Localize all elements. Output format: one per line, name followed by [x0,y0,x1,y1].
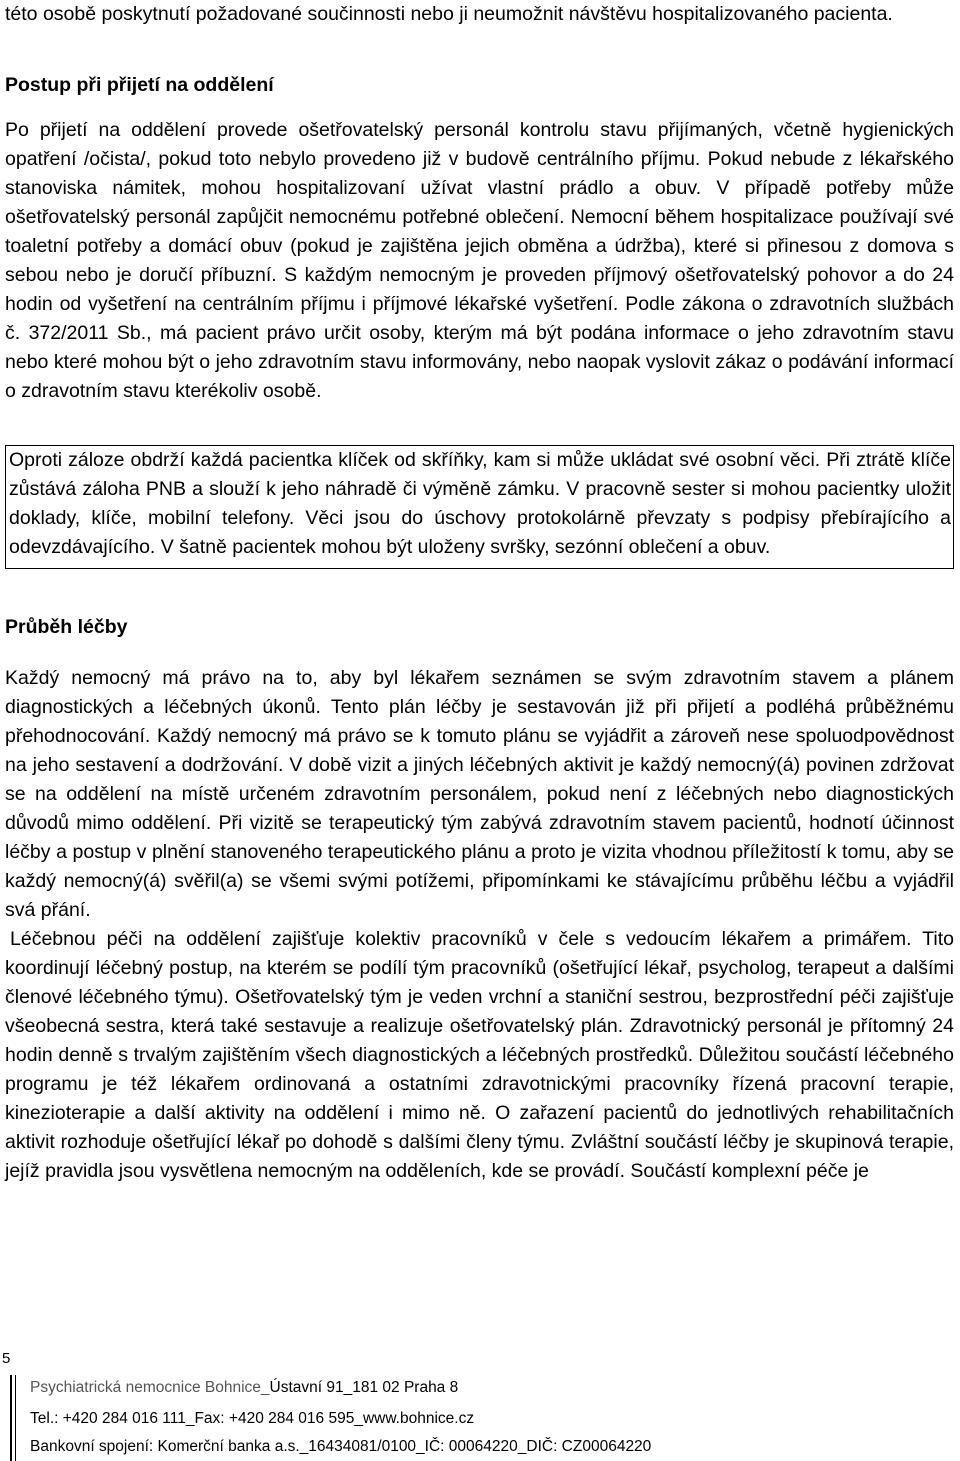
footer-bank-line: Bankovní spojení: Komerční banka a.s._16434081/0100_IČ: 00064220_DIČ: CZ00064220 [30,1438,652,1455]
footer-rule-thin [15,1375,16,1461]
footer-organization: Psychiatrická nemocnice Bohnice_ [30,1379,270,1396]
page-number: 5 [2,1350,11,1367]
treatment-paragraph-2: Léčebnou péči na oddělení zajišťuje kolektiv pracovníků v čele s vedoucím lékařem a primářem. Tito koordinují léčebný postup, na kterém se podílí tým pracovníků (ošetřující lékař, psycholog, terapeut a dalšími členové léčebného týmu). Ošetřovatelský tým je veden vrchní a staniční sestrou, bezprostřední péči zajišťuje všeobecná sestra, která také sestavuje a realizuje ošetřovatelský plán. Zdravotnický personál je přítomný 24 hodin denně s trvalým zajištěním všech diagnostických a léčebných prostředků. Důležitou součástí léčebného programu je též lékařem ordinovaná a ostatními zdravotnickými pracovníky řízená pracovní terapie, kinezioterapie a další aktivity na oddělení i mimo ně. O zařazení pacientů do jednotlivých rehabilitačních aktivit rozhoduje ošetřující lékař po dohodě s dalšími členy týmu. Zvláštní součástí léčby je skupinová terapie, jejíž pravidla jsou vysvětlena nemocným na odděleních, kde se provádí. Součástí komplexní péče je [5,928,954,1182]
section-heading-treatment: Průběh léčby [5,616,128,638]
footer-address: Ústavní 91_181 02 Praha 8 [269,1379,459,1396]
footer-rule [10,1375,12,1461]
footer-address-line [30,1379,458,1397]
section-heading-admission: Postup při přijetí na oddělení [5,74,274,96]
footer-contact-line: Tel.: +420 284 016 111_Fax: +420 284 016 595_www.bohnice.cz [30,1410,475,1427]
treatment-paragraph-1: Každý nemocný má právo na to, aby byl lékařem seznámen se svým zdravotním stavem a plánem diagnostických a léčebných úkonů. Tento plán léčby je sestavován již při přijetí a podléhá průběžnému přehodnocování. Každý nemocný má právo se k tomuto plánu se vyjádřit a zároveň nese spoluodpovědnost na jeho sestavení a dodržování. V době vizit a jiných léčebných aktivit je každý nemocný(á) povinen zdržovat se na oddělení na místě určeném zdravotním personálem, pokud není z léčebných nebo diagnostických důvodů mimo oddělení. Při vizitě se terapeutický tým zabývá zdravotním stavem pacientů, hodnotí účinnost léčby a postup v plnění stanoveného terapeutického plánu a proto je vizita vhodnou příležitostí k tomu, aby se každý nemocný(á) svěřil(a) se všemi svými potížemi, připomínkami ke stávajícímu průběhu léčbu a vyjádřil svá přání. [5,667,954,921]
intro-continuation-paragraph: této osobě poskytnutí požadované součinnosti nebo ji neumožnit návštěvu hospitalizovaného pacienta. [5,3,893,25]
locker-notice-box: Oproti záloze obdrží každá pacientka klíček od skříňky, kam si může ukládat své osobní věci. Při ztrátě klíče zůstává záloha PNB a slouží k jeho náhradě či výměně zámku. V pracovně sester si mohou pacientky uložit doklady, klíče, mobilní telefony. Věci jsou do úschovy protokolárně převzaty s podpisy přebírajícího a odevzdávajícího. V šatně pacientek mohou být uloženy svršky, sezónní oblečení a obuv. [5,445,954,569]
admission-paragraph: Po přijetí na oddělení provede ošetřovatelský personál kontrolu stavu přijímaných, včetně hygienických opatření /očista/, pokud toto nebylo provedeno již v budově centrálního příjmu. Pokud nebude z lékařského stanoviska námitek, mohou hospitalizovaní užívat vlastní prádlo a obuv. V případě potřeby může ošetřovatelský personál zapůjčit nemocnému potřebné oblečení. Nemocní během hospitalizace používají své toaletní potřeby a domácí obuv (pokud je zajištěna jejich obměna a údržba), které si přinesou z domova s sebou nebo je doručí příbuzní. S každým nemocným je proveden příjmový ošetřovatelský pohovor a do 24 hodin od vyšetření na centrálním příjmu i příjmové lékařské vyšetření. Podle zákona o zdravotních službách č. 372/2011 Sb., má pacient právo určit osoby, kterým má být podána informace o jeho zdravotním stavu nebo které mohou být o jeho zdravotním stavu informovány, nebo naopak vyslovit zákaz o podávání informací o zdravotním stavu kterékoliv osobě. [5,119,954,402]
page-footer [10,1375,910,1461]
